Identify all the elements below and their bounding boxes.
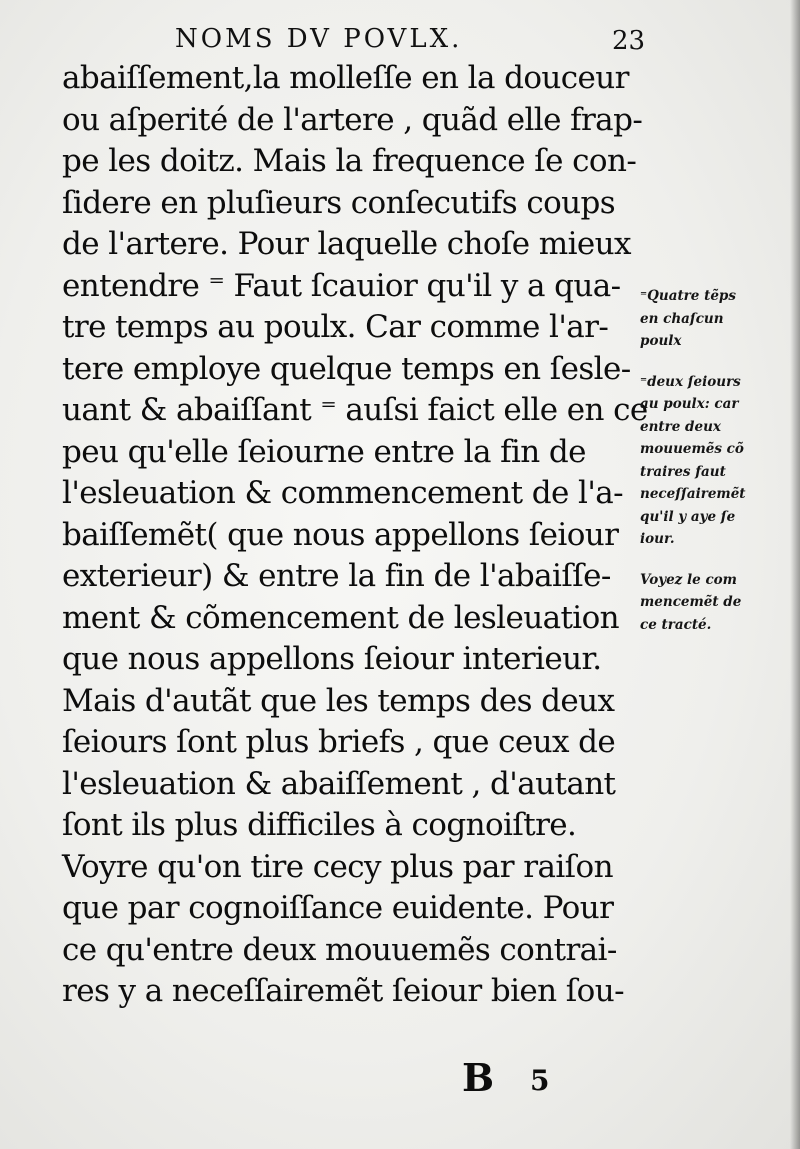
margin-notes bbox=[640, 285, 800, 654]
note-line: qu'il y aye ſe bbox=[640, 508, 736, 525]
note-line: iour. bbox=[640, 531, 675, 547]
note-line: ⁼deux ſeiours bbox=[640, 373, 741, 390]
text-line: res y a neceſſairemẽt ſeiour bien ſou- bbox=[62, 973, 624, 1009]
text-line: exterieur) & entre la fin de l'abaiſſe- bbox=[62, 558, 611, 594]
margin-note-four-times bbox=[640, 285, 800, 353]
note-line: au poulx: car bbox=[640, 396, 739, 412]
page-number: 23 bbox=[612, 26, 646, 56]
note-line: en chaſcun bbox=[640, 310, 724, 327]
note-line: traires faut bbox=[640, 463, 726, 480]
text-line: tere employe quelque temps en ſesle- bbox=[62, 350, 631, 387]
text-line: ſont ils plus difficiles à cognoiſtre. bbox=[62, 807, 577, 843]
running-title: NOMS DV POVLX. bbox=[175, 24, 463, 54]
note-line: neceſſairemẽt bbox=[640, 486, 746, 502]
text-line: l'esleuation & abaiſſement , d'autant bbox=[62, 765, 616, 802]
text-line: Mais d'autãt que les temps des deux bbox=[62, 682, 615, 719]
margin-note-see-beginning bbox=[640, 569, 800, 637]
text-line: que par cognoiſſance euidente. Pour bbox=[62, 890, 614, 926]
text-line: entendre ⁼ Faut ſcauior qu'il y a qua- bbox=[62, 267, 621, 304]
body-text bbox=[62, 58, 648, 1013]
text-line: ou aſperité de l'artere , quãd elle frap- bbox=[62, 101, 643, 138]
text-line: ſidere en pluſieurs conſecutifs coups bbox=[62, 184, 616, 221]
text-line: pe les doitz. Mais la frequence ſe con- bbox=[62, 143, 637, 179]
note-line: mouuemẽs cõ bbox=[640, 441, 744, 457]
text-line: peu qu'elle ſeiourne entre la fin de bbox=[62, 433, 586, 470]
text-line: ſeiours ſont plus briefs , que ceux de bbox=[62, 724, 616, 760]
text-line: tre temps au poulx. Car comme l'ar- bbox=[62, 309, 609, 345]
text-line: ment & cõmencement de lesleuation bbox=[62, 599, 620, 636]
text-line: que nous appellons ſeiour interieur. bbox=[62, 641, 602, 677]
text-line: ce qu'entre deux mouuemẽs contrai- bbox=[62, 931, 617, 968]
signature-number: 5 bbox=[530, 1064, 550, 1097]
text-line: l'esleuation & commencement de l'a- bbox=[62, 475, 623, 511]
note-line: Voyez le com bbox=[640, 571, 737, 588]
margin-note-two-pauses bbox=[640, 371, 800, 551]
text-line: de l'artere. Pour laquelle choſe mieux bbox=[62, 226, 631, 262]
text-line: Voyre qu'on tire cecy plus par raiſon bbox=[62, 848, 613, 885]
note-line: mencemẽt de bbox=[640, 594, 742, 610]
note-line: entre deux bbox=[640, 418, 721, 435]
note-line: poulx bbox=[640, 333, 682, 349]
note-line: ⁼Quatre tẽps bbox=[640, 288, 736, 304]
note-line: ce tracté. bbox=[640, 616, 712, 633]
signature-mark: B bbox=[462, 1055, 495, 1100]
text-line: baiſſemẽt( que nous appellons ſeiour bbox=[62, 516, 619, 553]
text-line: uant & abaiſſant ⁼ auſsi faict elle en ce bbox=[62, 392, 648, 428]
text-line: abaiſſement,la molleſſe en la douceur bbox=[62, 60, 629, 96]
